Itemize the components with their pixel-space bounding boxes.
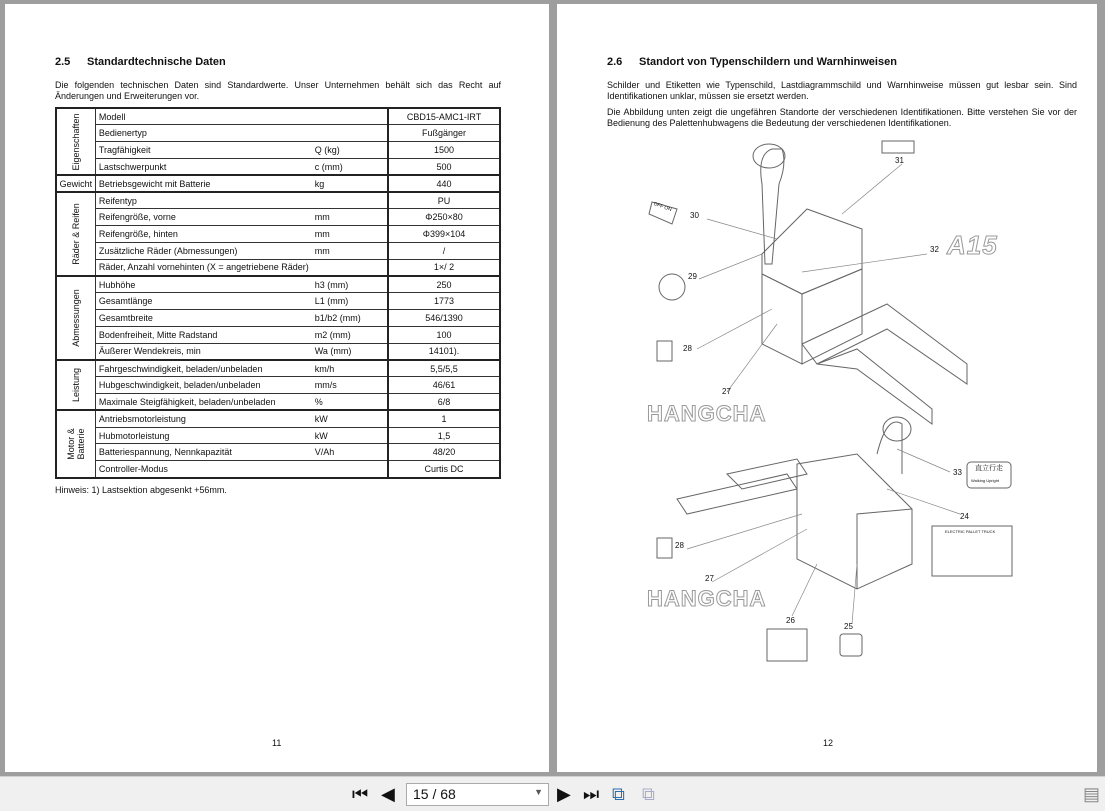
table-row xyxy=(56,427,500,444)
section-title: Standardtechnische Daten xyxy=(87,56,226,68)
callout-28: 28 xyxy=(683,344,692,353)
go-forward-view-icon[interactable]: ⧉ xyxy=(642,784,655,804)
cell-label: Lastschwerpunkt xyxy=(95,158,311,175)
forks-lower xyxy=(677,459,807,514)
callout-30: 30 xyxy=(690,211,699,220)
group-cell xyxy=(56,410,95,477)
cell-unit: c (mm) xyxy=(312,158,388,175)
cell-value: 546/1390 xyxy=(388,310,500,327)
truck-body-front xyxy=(802,269,862,364)
page-11 xyxy=(5,4,549,772)
table-row xyxy=(56,158,500,175)
footnote: Hinweis: 1) Lastsektion abgesenkt +56mm. xyxy=(55,485,227,495)
callout-26: 26 xyxy=(786,616,795,625)
callout-32: 32 xyxy=(930,245,939,254)
intro-text: Die folgenden technischen Daten sind Standardwerte. Unser Unternehmen behält sich das Recht auf Änderungen und Erweiterungen vor. xyxy=(55,80,501,101)
cell-value: 48/20 xyxy=(388,444,500,461)
cell-label: Maximale Steigfähigkeit, beladen/unbeladen xyxy=(95,394,311,411)
last-page-button[interactable]: ⏭ xyxy=(583,784,600,804)
off-text: OFF xyxy=(652,200,664,211)
cell-value: PU xyxy=(388,192,500,209)
paragraph-1: Schilder und Etiketten wie Typenschild, Lastdiagrammschild und Warnhinweise müssen gut lesbar sein. Sind Identifikationen unklar, müssen sie ersetzt werden. xyxy=(607,80,1077,101)
cell-unit: h3 (mm) xyxy=(312,276,388,293)
go-back-view-icon[interactable]: ⧉ xyxy=(612,784,625,804)
s-label-lower xyxy=(657,538,672,558)
cell-value: 1 xyxy=(388,410,500,427)
cell-label: Gesamtlänge xyxy=(95,293,311,310)
previous-page-button[interactable]: ◀ xyxy=(381,784,395,804)
page-field-text: 15 / 68 xyxy=(413,786,456,802)
group-label: Motor & Batterie xyxy=(65,428,86,460)
truck-body-side xyxy=(762,274,802,364)
table-row xyxy=(56,242,500,259)
cell-unit xyxy=(312,108,388,125)
tiller-head xyxy=(753,144,785,168)
table-row xyxy=(56,410,500,427)
cell-label: Tragfähigkeit xyxy=(95,142,311,159)
cell-unit: mm xyxy=(312,209,388,226)
emergency-stop-label xyxy=(659,274,685,300)
cell-label: Fahrgeschwindigkeit, beladen/unbeladen xyxy=(95,360,311,377)
a15-logo: A15 xyxy=(947,230,998,260)
table-row xyxy=(56,394,500,411)
cell-unit xyxy=(312,259,388,276)
table-row xyxy=(56,192,500,209)
cell-label: Bedienertyp xyxy=(95,125,311,142)
s-label xyxy=(657,341,672,361)
cell-unit: b1/b2 (mm) xyxy=(312,310,388,327)
tiller-handle xyxy=(761,149,784,264)
group-label: Räder & Reifen xyxy=(70,203,81,265)
cell-unit: mm xyxy=(312,226,388,243)
cell-value: 1,5 xyxy=(388,427,500,444)
sidebar-toggle-icon[interactable]: ▤ xyxy=(1083,784,1101,804)
tiller-lower xyxy=(877,422,902,474)
cell-value: 6/8 xyxy=(388,394,500,411)
hangcha-logo-lower: HANGCHA xyxy=(647,586,767,611)
charging-indicator-label xyxy=(767,629,807,661)
callout-25: 25 xyxy=(844,622,853,631)
table-row xyxy=(56,343,500,360)
cell-value: 1500 xyxy=(388,142,500,159)
cell-value: 1×/ 2 xyxy=(388,259,500,276)
table-row xyxy=(56,142,500,159)
cell-label: Betriebsgewicht mit Batterie xyxy=(95,175,311,192)
cell-unit: Q (kg) xyxy=(312,142,388,159)
cell-unit: mm xyxy=(312,242,388,259)
table-row xyxy=(56,444,500,461)
group-label: Gewicht xyxy=(59,178,93,189)
cell-unit: mm/s xyxy=(312,377,388,394)
cell-value: 500 xyxy=(388,158,500,175)
cell-unit: kW xyxy=(312,410,388,427)
next-page-button[interactable]: ▶ xyxy=(557,784,571,804)
table-row xyxy=(56,209,500,226)
group-cell xyxy=(56,360,95,410)
cell-value: Curtis DC xyxy=(388,461,500,478)
truck-body-lower xyxy=(797,454,912,589)
callout-33: 33 xyxy=(953,468,962,477)
table-row xyxy=(56,377,500,394)
cell-unit: kg xyxy=(312,175,388,192)
fork-left xyxy=(817,349,932,424)
cell-unit: m2 (mm) xyxy=(312,326,388,343)
table-row xyxy=(56,461,500,478)
label-33-en: Walking Upright xyxy=(971,478,1000,483)
callout-29: 29 xyxy=(688,272,697,281)
cell-label: Hubgeschwindigkeit, beladen/unbeladen xyxy=(95,377,311,394)
cell-unit: V/Ah xyxy=(312,444,388,461)
section-number: 2.6 xyxy=(607,56,623,68)
section-number: 2.5 xyxy=(55,56,71,68)
group-label: Eigenschaften xyxy=(70,113,81,171)
cell-value: 250 xyxy=(388,276,500,293)
cell-value: Fußgänger xyxy=(388,125,500,142)
cell-label: Hubhöhe xyxy=(95,276,311,293)
callout-24: 24 xyxy=(960,512,969,521)
page-number: 11 xyxy=(272,738,282,748)
cell-label: Batteriespannung, Nennkapazität xyxy=(95,444,311,461)
table-row xyxy=(56,108,500,125)
callout-31: 31 xyxy=(895,156,904,165)
cell-label: Modell xyxy=(95,108,311,125)
cell-label: Räder, Anzahl vornehinten (X = angetriebene Räder) xyxy=(95,259,311,276)
cell-value: 5,5/5,5 xyxy=(388,360,500,377)
chevron-down-icon: ▼ xyxy=(534,787,543,797)
cell-label: Bodenfreiheit, Mitte Radstand xyxy=(95,326,311,343)
cell-label: Äußerer Wendekreis, min xyxy=(95,343,311,360)
table-row xyxy=(56,293,500,310)
cell-label: Reifentyp xyxy=(95,192,311,209)
cell-label: Antriebsmotorleistung xyxy=(95,410,311,427)
hangcha-logo: HANGCHA xyxy=(647,401,767,426)
callout-27: 27 xyxy=(722,387,731,396)
on-text: ON xyxy=(663,204,673,214)
table-row xyxy=(56,326,500,343)
cell-label: Gesamtbreite xyxy=(95,310,311,327)
table-row xyxy=(56,175,500,192)
cell-unit xyxy=(312,461,388,478)
wrench-label xyxy=(840,634,862,656)
cell-unit: km/h xyxy=(312,360,388,377)
table-row xyxy=(56,276,500,293)
group-label: Leistung xyxy=(70,368,81,403)
cell-label: Controller-Modus xyxy=(95,461,311,478)
table-row xyxy=(56,360,500,377)
page-12 xyxy=(557,4,1097,772)
cell-label: Reifengröße, hinten xyxy=(95,226,311,243)
table-row xyxy=(56,125,500,142)
group-label: Abmessungen xyxy=(70,289,81,347)
cell-value: 1773 xyxy=(388,293,500,310)
group-cell xyxy=(56,276,95,360)
table-row xyxy=(56,226,500,243)
cell-unit xyxy=(312,192,388,209)
table-row xyxy=(56,310,500,327)
cell-unit xyxy=(312,125,388,142)
section-title: Standort von Typenschildern und Warnhinweisen xyxy=(639,56,897,68)
callout-28-lower: 28 xyxy=(675,541,684,550)
cell-value: 440 xyxy=(388,175,500,192)
cell-label: Zusätzliche Räder (Abmessungen) xyxy=(95,242,311,259)
cell-label: Hubmotorleistung xyxy=(95,427,311,444)
group-cell xyxy=(56,108,95,175)
page-number: 12 xyxy=(823,738,834,748)
cell-value: Φ250×80 xyxy=(388,209,500,226)
cell-value: Φ399×104 xyxy=(388,226,500,243)
cell-value: CBD15-AMC1-IRT xyxy=(388,108,500,125)
label-33-cn: 直立行走 xyxy=(975,465,1003,472)
cell-value: 46/61 xyxy=(388,377,500,394)
table-row xyxy=(56,259,500,276)
group-cell xyxy=(56,192,95,276)
group-cell xyxy=(56,175,95,192)
warning-sticker xyxy=(882,141,914,153)
pallet-truck-illustration xyxy=(557,4,1097,704)
cell-value: 100 xyxy=(388,326,500,343)
cell-unit: L1 (mm) xyxy=(312,293,388,310)
cell-unit: % xyxy=(312,394,388,411)
first-page-button[interactable]: ⏮ xyxy=(352,784,369,804)
cell-value: / xyxy=(388,242,500,259)
cell-unit: kW xyxy=(312,427,388,444)
callout-27-lower: 27 xyxy=(705,574,714,583)
spec-table xyxy=(55,107,501,479)
cell-unit: Wa (mm) xyxy=(312,343,388,360)
page-number-select[interactable] xyxy=(406,783,549,806)
fork-right xyxy=(802,304,967,384)
pdf-navigation-toolbar xyxy=(0,776,1105,811)
nameplate-title: ELECTRIC PALLET TRUCK xyxy=(945,529,996,534)
section-heading xyxy=(55,56,226,68)
tiller-head-lower xyxy=(883,417,911,441)
cell-label: Reifengröße, vorne xyxy=(95,209,311,226)
cell-value: 14101). xyxy=(388,343,500,360)
paragraph-2: Die Abbildung unten zeigt die ungefähren Standorte der verschiedenen Identifikationen. Bitte verstehen Sie vor der Bedienung des Palettenhubwagens die Bedeutung der verschiedenen Identifikationen. xyxy=(607,107,1077,128)
